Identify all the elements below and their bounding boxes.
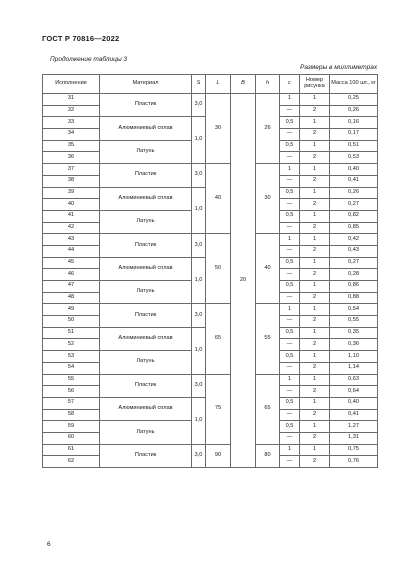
material-cell: Пластик (100, 94, 192, 117)
col-execution: Исполнение (43, 75, 100, 94)
execution-cell: 47 (43, 281, 100, 293)
c-cell: 1 (280, 234, 300, 246)
material-cell: Алюминиевый сплав (100, 117, 192, 140)
figure-cell: 2 (300, 222, 330, 234)
figure-cell: 2 (300, 409, 330, 421)
c-cell: — (280, 432, 300, 444)
c-cell: — (280, 292, 300, 304)
s-cell: 3,0 (192, 94, 206, 117)
mass-cell: 0,42 (330, 234, 378, 246)
c-cell: — (280, 386, 300, 398)
table-row (43, 304, 378, 316)
mass-cell: 0,43 (330, 245, 378, 257)
figure-cell: 1 (300, 444, 330, 456)
page-number: 6 (47, 541, 51, 548)
mass-cell: 0,53 (330, 152, 378, 164)
mass-cell: 1,31 (330, 432, 378, 444)
material-cell: Латунь (100, 281, 192, 304)
execution-cell: 51 (43, 327, 100, 339)
figure-cell: 1 (300, 281, 330, 293)
material-cell: Пластик (100, 164, 192, 187)
dimensions-table (42, 74, 378, 468)
c-cell: 0,5 (280, 140, 300, 152)
figure-cell: 1 (300, 234, 330, 246)
material-cell: Алюминиевый сплав (100, 397, 192, 420)
figure-cell: 2 (300, 339, 330, 351)
c-cell: 0,5 (280, 281, 300, 293)
figure-cell: 2 (300, 316, 330, 328)
c-cell: — (280, 362, 300, 374)
execution-cell: 52 (43, 339, 100, 351)
table-row (43, 234, 378, 246)
mass-cell: 0,26 (330, 187, 378, 199)
c-cell: 1 (280, 94, 300, 106)
execution-cell: 56 (43, 386, 100, 398)
l-cell: 75 (206, 374, 231, 444)
l-cell: 65 (206, 304, 231, 374)
h-cell: 40 (256, 234, 280, 304)
table-row (43, 374, 378, 386)
figure-cell: 1 (300, 94, 330, 106)
s-cell: 1,0 (192, 327, 206, 374)
mass-cell: 0,54 (330, 304, 378, 316)
s-cell: 3,0 (192, 234, 206, 257)
table-row (43, 444, 378, 456)
mass-cell: 0,36 (330, 339, 378, 351)
mass-cell: 0,85 (330, 222, 378, 234)
execution-cell: 59 (43, 421, 100, 433)
execution-cell: 42 (43, 222, 100, 234)
h-cell: 30 (256, 164, 280, 234)
execution-cell: 35 (43, 140, 100, 152)
c-cell: 1 (280, 374, 300, 386)
execution-cell: 34 (43, 129, 100, 141)
figure-cell: 2 (300, 129, 330, 141)
execution-cell: 32 (43, 105, 100, 117)
figure-cell: 2 (300, 199, 330, 211)
b-cell: 20 (231, 94, 256, 468)
s-cell: 3,0 (192, 304, 206, 327)
figure-cell: 2 (300, 386, 330, 398)
mass-cell: 0,88 (330, 292, 378, 304)
mass-cell: 0,16 (330, 117, 378, 129)
mass-cell: 0,82 (330, 210, 378, 222)
col-material: Материал (100, 75, 192, 94)
c-cell: — (280, 175, 300, 187)
execution-cell: 43 (43, 234, 100, 246)
material-cell: Алюминиевый сплав (100, 327, 192, 350)
execution-cell: 55 (43, 374, 100, 386)
execution-cell: 58 (43, 409, 100, 421)
execution-cell: 33 (43, 117, 100, 129)
material-cell: Пластик (100, 444, 192, 467)
table-row (43, 94, 378, 106)
mass-cell: 0,76 (330, 456, 378, 468)
execution-cell: 36 (43, 152, 100, 164)
figure-cell: 2 (300, 269, 330, 281)
material-cell: Латунь (100, 351, 192, 374)
execution-cell: 40 (43, 199, 100, 211)
figure-cell: 1 (300, 187, 330, 199)
s-cell: 3,0 (192, 374, 206, 397)
table-row (43, 164, 378, 176)
execution-cell: 49 (43, 304, 100, 316)
execution-cell: 53 (43, 351, 100, 363)
mass-cell: 0,63 (330, 374, 378, 386)
mass-cell: 0,17 (330, 129, 378, 141)
l-cell: 50 (206, 234, 231, 304)
figure-cell: 1 (300, 210, 330, 222)
c-cell: — (280, 316, 300, 328)
mass-cell: 1,14 (330, 362, 378, 374)
figure-cell: 1 (300, 397, 330, 409)
c-cell: 0,5 (280, 351, 300, 363)
table-continuation-label: Продолжение таблицы 3 (50, 56, 128, 63)
c-cell: 0,5 (280, 187, 300, 199)
mass-cell: 0,51 (330, 140, 378, 152)
mass-cell: 0,28 (330, 269, 378, 281)
material-cell: Латунь (100, 210, 192, 233)
figure-cell: 1 (300, 257, 330, 269)
c-cell: — (280, 409, 300, 421)
execution-cell: 41 (43, 210, 100, 222)
figure-cell: 2 (300, 245, 330, 257)
c-cell: 0,5 (280, 397, 300, 409)
mass-cell: 0,26 (330, 105, 378, 117)
figure-cell: 2 (300, 292, 330, 304)
material-cell: Латунь (100, 140, 192, 163)
col-s: S (192, 75, 206, 94)
execution-cell: 45 (43, 257, 100, 269)
material-cell: Алюминиевый сплав (100, 257, 192, 280)
col-h: h (256, 75, 280, 94)
material-cell: Латунь (100, 421, 192, 444)
execution-cell: 39 (43, 187, 100, 199)
c-cell: 0,5 (280, 117, 300, 129)
s-cell: 1,0 (192, 397, 206, 444)
c-cell: — (280, 269, 300, 281)
s-cell: 3,0 (192, 444, 206, 467)
c-cell: — (280, 339, 300, 351)
execution-cell: 38 (43, 175, 100, 187)
h-cell: 26 (256, 94, 280, 164)
figure-cell: 2 (300, 432, 330, 444)
mass-cell: 0,55 (330, 316, 378, 328)
execution-cell: 61 (43, 444, 100, 456)
execution-cell: 60 (43, 432, 100, 444)
figure-cell: 1 (300, 351, 330, 363)
col-c: c (280, 75, 300, 94)
mass-cell: 0,25 (330, 94, 378, 106)
table-header-row (43, 75, 378, 94)
mass-cell: 0,40 (330, 397, 378, 409)
figure-cell: 1 (300, 327, 330, 339)
h-cell: 55 (256, 304, 280, 374)
c-cell: 0,5 (280, 421, 300, 433)
h-cell: 65 (256, 374, 280, 444)
s-cell: 1,0 (192, 117, 206, 164)
c-cell: — (280, 105, 300, 117)
figure-cell: 1 (300, 304, 330, 316)
figure-cell: 1 (300, 117, 330, 129)
c-cell: — (280, 222, 300, 234)
s-cell: 1,0 (192, 257, 206, 304)
mass-cell: 0,27 (330, 199, 378, 211)
c-cell: — (280, 152, 300, 164)
mass-cell: 0,75 (330, 444, 378, 456)
table-body (43, 94, 378, 468)
col-mass: Масса 100 шт., кг (330, 75, 378, 94)
c-cell: — (280, 245, 300, 257)
c-cell: 1 (280, 164, 300, 176)
l-cell: 30 (206, 94, 231, 164)
col-l: L (206, 75, 231, 94)
mass-cell: 0,41 (330, 175, 378, 187)
document-header: ГОСТ Р 70816—2022 (42, 34, 120, 43)
c-cell: 0,5 (280, 210, 300, 222)
material-cell: Пластик (100, 304, 192, 327)
figure-cell: 1 (300, 164, 330, 176)
mass-cell: 1,27 (330, 421, 378, 433)
mass-cell: 0,64 (330, 386, 378, 398)
figure-cell: 2 (300, 362, 330, 374)
mass-cell: 1,10 (330, 351, 378, 363)
mass-cell: 0,86 (330, 281, 378, 293)
col-b: B (231, 75, 256, 94)
l-cell: 90 (206, 444, 231, 467)
execution-cell: 54 (43, 362, 100, 374)
c-cell: 0,5 (280, 257, 300, 269)
c-cell: 0,5 (280, 327, 300, 339)
s-cell: 1,0 (192, 187, 206, 234)
mass-cell: 0,41 (330, 409, 378, 421)
execution-cell: 62 (43, 456, 100, 468)
execution-cell: 46 (43, 269, 100, 281)
execution-cell: 37 (43, 164, 100, 176)
execution-cell: 31 (43, 94, 100, 106)
c-cell: — (280, 129, 300, 141)
mass-cell: 0,40 (330, 164, 378, 176)
figure-cell: 2 (300, 175, 330, 187)
mass-cell: 0,35 (330, 327, 378, 339)
c-cell: — (280, 199, 300, 211)
s-cell: 3,0 (192, 164, 206, 187)
material-cell: Пластик (100, 234, 192, 257)
h-cell: 80 (256, 444, 280, 467)
col-figure: Номер рисунка (300, 75, 330, 94)
material-cell: Пластик (100, 374, 192, 397)
execution-cell: 44 (43, 245, 100, 257)
c-cell: 1 (280, 304, 300, 316)
figure-cell: 1 (300, 421, 330, 433)
c-cell: — (280, 456, 300, 468)
figure-cell: 2 (300, 105, 330, 117)
figure-cell: 1 (300, 374, 330, 386)
figure-cell: 2 (300, 152, 330, 164)
figure-cell: 2 (300, 456, 330, 468)
execution-cell: 50 (43, 316, 100, 328)
c-cell: 1 (280, 444, 300, 456)
l-cell: 40 (206, 164, 231, 234)
units-label: Размеры в миллиметрах (300, 64, 378, 71)
figure-cell: 1 (300, 140, 330, 152)
execution-cell: 48 (43, 292, 100, 304)
mass-cell: 0,27 (330, 257, 378, 269)
material-cell: Алюминиевый сплав (100, 187, 192, 210)
execution-cell: 57 (43, 397, 100, 409)
